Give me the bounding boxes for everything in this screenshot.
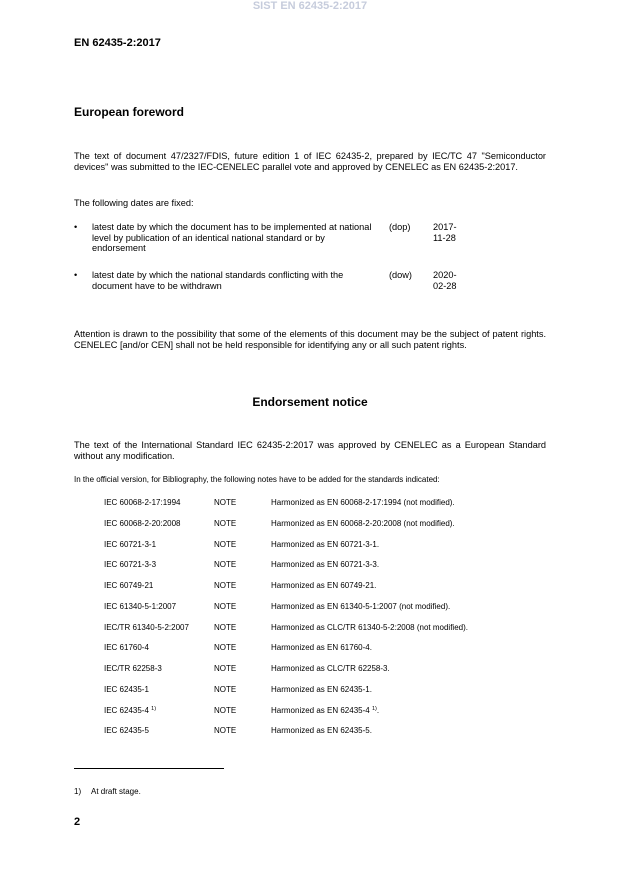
- footnote-text: At draft stage.: [91, 787, 141, 796]
- note-text: Harmonized as EN 60068-2-20:2008 (not modified).: [271, 519, 455, 528]
- note-standard: IEC 61760-4: [104, 643, 149, 652]
- note-standard: IEC 62435-4 $^{1)}$: [104, 706, 157, 715]
- dates-intro: The following dates are fixed:: [74, 198, 194, 208]
- note-standard: IEC 60721-3-3: [104, 560, 157, 569]
- footnote: [74, 787, 141, 796]
- note-standard: IEC/TR 61340-5-2:2007: [104, 623, 189, 632]
- endorsement-paragraph: The text of the International Standard IEC 62435-2:2017 was approved by CENELEC as a European Standard without any modification.: [74, 440, 546, 461]
- note-standard: IEC 60068-2-20:2008: [104, 519, 181, 528]
- note-label: NOTE: [214, 726, 237, 735]
- note-label: NOTE: [214, 540, 237, 549]
- bullet-icon: •: [74, 270, 78, 280]
- date-item-text: latest date by which the national standards conflicting with the document have to be withdrawn: [92, 270, 344, 291]
- note-standard: IEC 60721-3-1: [104, 540, 157, 549]
- date-item-date: 2020-02-28: [433, 270, 457, 291]
- note-standard: IEC 62435-5: [104, 726, 149, 735]
- note-label: NOTE: [214, 498, 237, 507]
- footnote-ref: 1): [371, 706, 377, 712]
- footnote-divider: [74, 768, 224, 769]
- note-text: Harmonized as EN 60068-2-17:1994 (not modified).: [271, 498, 455, 507]
- note-text: Harmonized as EN 61760-4.: [271, 643, 372, 652]
- endorsement-heading: Endorsement notice: [252, 395, 368, 409]
- note-text: Harmonized as EN 60721-3-1.: [271, 540, 380, 549]
- footnote-label: 1): [74, 787, 82, 796]
- foreword-paragraph: The text of document 47/2327/FDIS, future edition 1 of IEC 62435-2, prepared by IEC/TC 47 "Semiconductor devices" was submitted to the IEC-CENELEC parallel vote and approved by CENELEC as EN 62435-2:2017.: [74, 151, 546, 172]
- notes-intro: In the official version, for Bibliography, the following notes have to be added for the standards indicated:: [74, 475, 440, 484]
- note-text: Harmonized as EN 61340-5-1:2007 (not modified).: [271, 602, 451, 611]
- foreword-heading: European foreword: [74, 105, 185, 119]
- document-id: EN 62435-2:2017: [74, 37, 161, 49]
- note-standard: IEC 62435-1: [104, 685, 149, 694]
- date-item-abbr: (dow): [389, 270, 412, 280]
- note-label: NOTE: [214, 560, 237, 569]
- note-text: Harmonized as EN 60721-3-3.: [271, 560, 380, 569]
- note-standard: IEC 60068-2-17:1994: [104, 498, 181, 507]
- note-label: NOTE: [214, 602, 237, 611]
- note-label: NOTE: [214, 623, 237, 632]
- bullet-icon: •: [74, 222, 78, 232]
- date-item-abbr: (dop): [389, 222, 411, 232]
- note-text: Harmonized as CLC/TR 61340-5-2:2008 (not modified).: [271, 623, 468, 632]
- patent-attention: Attention is drawn to the possibility that some of the elements of this document may be the subject of patent rights. CENELEC [and/or CEN] shall not be held responsible for identifying any or all such patent rights.: [74, 329, 546, 350]
- note-standard: IEC 61340-5-1:2007: [104, 602, 177, 611]
- note-standard: IEC/TR 62258-3: [104, 664, 162, 673]
- note-text: Harmonized as EN 62435-4 $^{1)}$.: [271, 706, 380, 715]
- date-item-text: latest date by which the document has to be implemented at national level by publication of an identical national standard or by endorsement: [92, 222, 372, 253]
- note-text: Harmonized as EN 60749-21.: [271, 581, 377, 590]
- note-text: Harmonized as EN 62435-1.: [271, 685, 372, 694]
- footnote-ref: 1): [151, 706, 157, 712]
- page-number: 2: [74, 816, 81, 828]
- note-text: Harmonized as CLC/TR 62258-3.: [271, 664, 390, 673]
- note-label: NOTE: [214, 581, 237, 590]
- note-standard: IEC 60749-21: [104, 581, 154, 590]
- note-label: NOTE: [214, 519, 237, 528]
- watermark: SIST EN 62435-2:2017: [252, 0, 368, 12]
- date-item-date: 2017-11-28: [433, 222, 457, 243]
- note-label: NOTE: [214, 685, 237, 694]
- note-label: NOTE: [214, 664, 237, 673]
- note-text: Harmonized as EN 62435-5.: [271, 726, 372, 735]
- note-label: NOTE: [214, 643, 237, 652]
- note-label: NOTE: [214, 706, 237, 715]
